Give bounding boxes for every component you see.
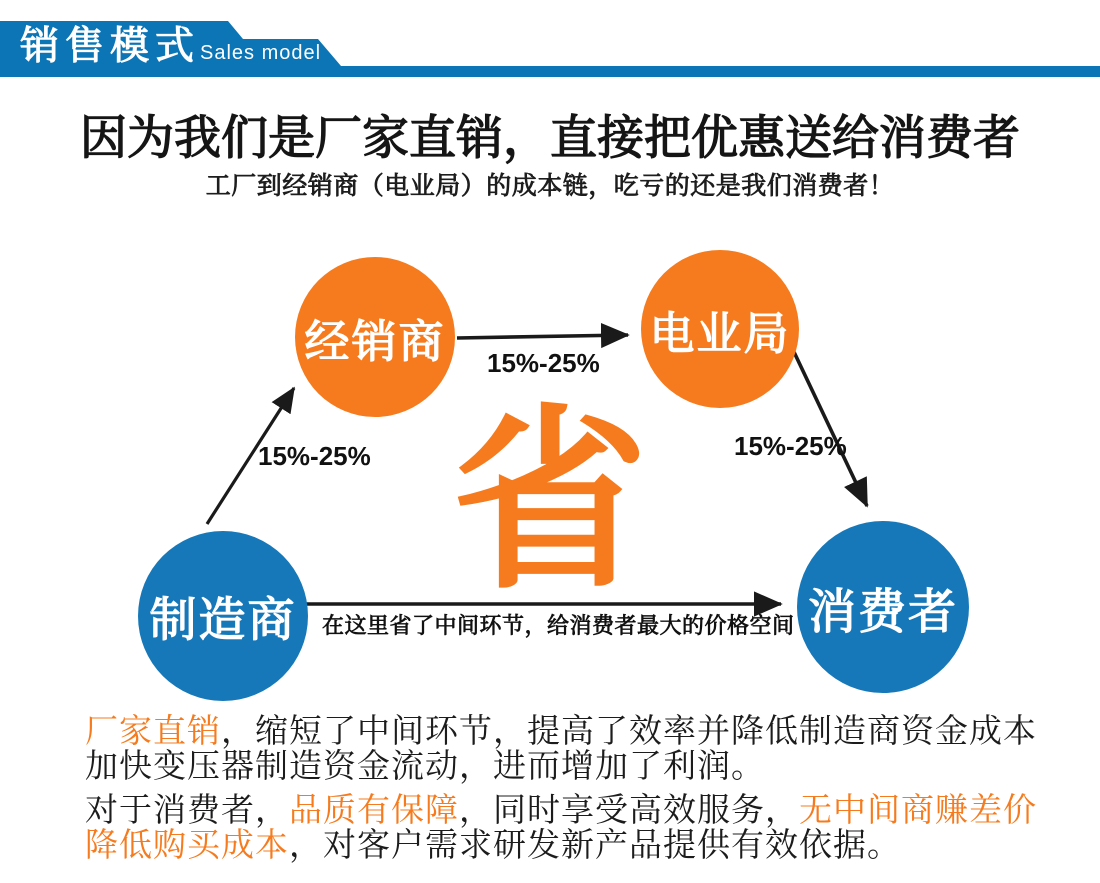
node-dealer-circle (295, 257, 455, 417)
node-manufacturer-circle (138, 531, 308, 701)
paragraph-2-line-1 (85, 792, 1037, 827)
header-title-en: Sales model (200, 42, 322, 64)
paragraph-1-line-1-text: ，缩短了中间环节，提高了效率并降低制造商资金成本 (221, 712, 1037, 749)
arrow-caption: 在这里省了中间环节，给消费者最大的价格空间 (322, 613, 795, 638)
node-manufacturer-label: 制造商 (149, 592, 297, 646)
page-title: 因为我们是厂家直销，直接把优惠送给消费者 (80, 111, 1020, 164)
save-character: 省 (451, 392, 648, 611)
node-consumer-label: 消费者 (807, 585, 958, 639)
margin-label-right: 15%-25% (734, 431, 847, 461)
paragraph-1-line-1 (85, 713, 1037, 748)
paragraph-2 (85, 792, 1037, 862)
highlight-no-middleman: 无中间商赚差价 (799, 791, 1037, 828)
paragraph-2-line-1-text-b: ，同时享受高效服务， (459, 791, 799, 828)
node-dealer-label: 经销商 (304, 315, 446, 367)
node-consumer-circle (797, 521, 969, 693)
highlight-lower-cost: 降低购买成本 (85, 826, 289, 863)
node-power-bureau-circle (641, 250, 799, 408)
paragraph-1-line-2: 加快变压器制造资金流动，进而增加了利润。 (85, 747, 765, 784)
paragraph-2-line-2 (85, 827, 1037, 862)
margin-label-left: 15%-25% (258, 441, 371, 471)
paragraph-2-line-2-text: ，对客户需求研发新产品提供有效依据。 (289, 826, 901, 863)
highlight-factory-direct: 厂家直销 (85, 712, 221, 749)
page-subtitle: 工厂到经销商（电业局）的成本链，吃亏的还是我们消费者！ (205, 172, 895, 200)
paragraph-2-line-1-text-a: 对于消费者， (85, 791, 289, 828)
node-power-bureau-label: 电业局 (649, 307, 791, 359)
arrow-dealer-to-power-bureau (457, 335, 628, 338)
highlight-quality-guarantee: 品质有保障 (289, 791, 459, 828)
arrow-power-bureau-to-consumer (794, 352, 867, 506)
header-title-cn: 销售模式 (20, 25, 201, 68)
bottom-text-block (85, 713, 1037, 862)
margin-label-middle: 15%-25% (487, 348, 600, 378)
paragraph-1 (85, 713, 1037, 783)
